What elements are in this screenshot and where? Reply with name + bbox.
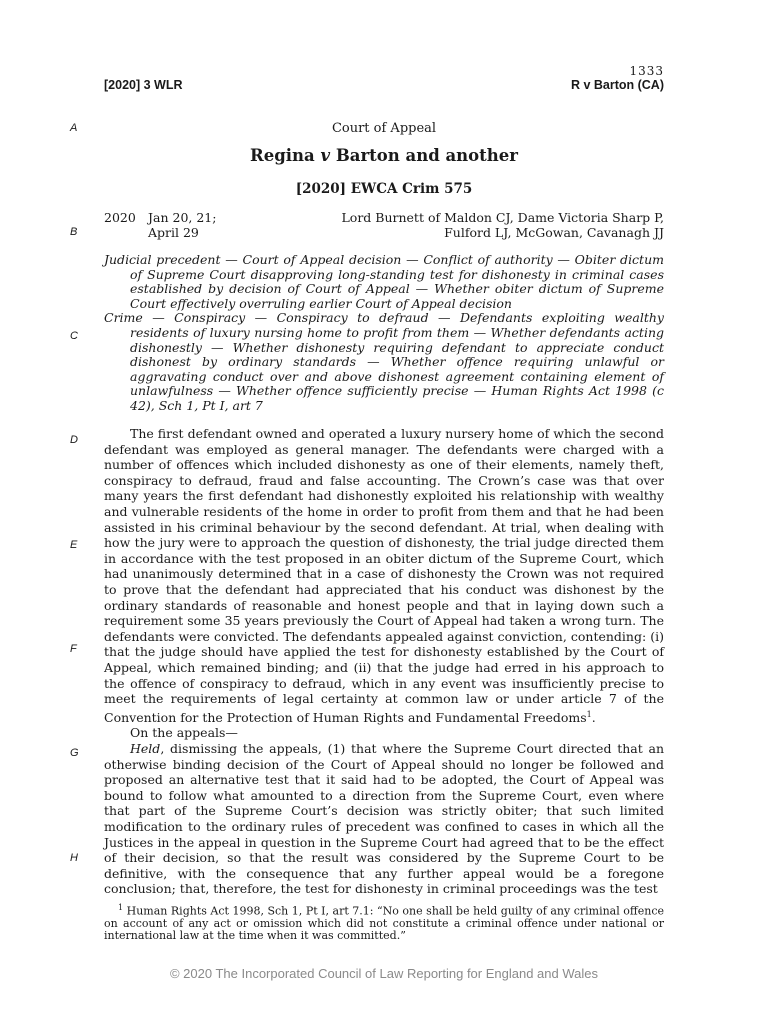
case-party-2: Barton and another <box>335 146 518 165</box>
footnote-reference: 1 <box>586 709 592 719</box>
headnote-facts-end: . <box>591 709 596 725</box>
footnote-marker: 1 <box>118 903 124 912</box>
hearing-year: 2020 <box>104 210 136 225</box>
margin-letter-c: C <box>70 330 78 342</box>
margin-letter-h: H <box>70 852 78 864</box>
running-header-case: R v Barton (CA) <box>570 78 664 92</box>
page-number: 1333 <box>629 64 664 78</box>
margin-letter-e: E <box>70 539 78 551</box>
margin-letter-g: G <box>70 747 79 759</box>
held-text: , dismissing the appeals, (1) that where the Supreme Court directed that an otherwise binding decision of the Court of Appeal should no longer be followed and proposed an alternative test that it said had to be adopted, the Court of Appeal was bound to follow what amounted to a direction from the Supreme Court, even where that part of the Supreme Court’s decision was strictly obiter; that such limited modification to the ordinary rules of precedent was confined to cases in which all the Justices in the appeal in question in the Supreme Court had agreed that to be the effect of their decision, so that the result was considered by the Supreme Court to be definitive, with the consequence that any further appeal would be a foregone conclusion; that, therefore, the test for dishonesty in criminal proceedings was the test <box>104 741 664 897</box>
headnote-facts-text: The first defendant owned and operated a luxury nursery home of which the second defendant was employed as general manager. The defendants were charged with a number of offences which included dishonesty as one of their elements, namely theft, conspiracy to defraud, fraud and false accounting. The Crown’s case was that over many years the first defendant had dishonestly exploited his relationship with wealthy and vulnerable residents of the home in order to profit from them and that he had been assisted in his criminal behaviour by the second defendant. At trial, when dealing with how the jury were to approach the question of dishonesty, the trial judge directed them in accordance with the test proposed in an obiter dictum of the Supreme Court, which had unanimously determined that in a case of dishonesty the Crown was not required to prove that the defendant had appreciated that his conduct was dishonest by the ordinary standards of reasonable and honest people and that in laying down such a requirement some 35 years previously the Court of Appeal had taken a wrong turn. The defendants were convicted. The defendants appealed against conviction, contending: (i) that the judge should have applied the test for dishonesty established by the Court of Appeal, which remained binding; and (ii) that the judge had erred in his approach to the offence of conspiracy to defraud, which in any event was insufficiently precise to meet the requirements of legal certainty at common law or under article 7 of the Convention for the Protection of Human Rights and Fundamental Freedoms <box>104 426 664 725</box>
running-header-citation: [2020] 3 WLR <box>104 78 183 92</box>
footnote-text: Human Rights Act 1998, Sch 1, Pt I, art 7.1: “No one shall be held guilty of any criminal offence on account of any act or omission which did not constitute a criminal offence under national or international law at the time when it was committed.” <box>104 904 664 943</box>
hearing-date-line-2: April 29 <box>148 225 199 240</box>
headnote-facts <box>104 426 664 725</box>
held-label: Held <box>130 741 161 757</box>
hearing-dates <box>104 210 324 240</box>
court-name: Court of Appeal <box>331 121 437 136</box>
judges-line-1: Lord Burnett of Maldon CJ, Dame Victoria Sharp P, <box>341 210 664 225</box>
headnote <box>104 426 664 897</box>
case-versus: v <box>320 146 331 165</box>
judges <box>300 210 664 240</box>
footnote <box>104 902 664 943</box>
on-the-appeals: On the appeals— <box>130 725 238 741</box>
case-party-1: Regina <box>250 146 315 165</box>
margin-letter-f: F <box>70 643 77 655</box>
catchword-crime: Crime — Conspiracy — Conspiracy to defraud — Defendants exploiting wealthy residents of luxury nursing home to profit from them — Whether defendants acting dishonestly — Whether dishonesty requiring defendant to appreciate conduct dishonest by ordinary standards — Whether offence requiring unlawful or aggravating conduct over and above dishonest agreement containing element of unlawfulness — Whether offence sufficiently precise — Human Rights Act 1998 (c 42), Sch 1, Pt I, art 7 <box>104 310 664 413</box>
margin-letter-b: B <box>70 226 78 238</box>
margin-letter-a: A <box>70 122 78 134</box>
judges-line-2: Fulford LJ, McGowan, Cavanagh JJ <box>444 225 664 240</box>
hearing-date-line-1: Jan 20, 21; <box>148 210 217 225</box>
neutral-citation: [2020] EWCA Crim 575 <box>295 181 473 197</box>
margin-letter-d: D <box>70 434 78 446</box>
case-title <box>104 146 664 165</box>
copyright-notice: © 2020 The Incorporated Council of Law Reporting for England and Wales <box>169 966 598 981</box>
catchwords <box>104 253 664 414</box>
catchword-judicial-precedent: Judicial precedent — Court of Appeal decision — Conflict of authority — Obiter dictum of Supreme Court disapproving long-standing test for dishonesty in criminal cases established by decision of Court of Appeal — Whether obiter dictum of Supreme Court effectively overruling earlier Court of Appeal decision <box>104 252 664 311</box>
headnote-held <box>104 741 664 897</box>
